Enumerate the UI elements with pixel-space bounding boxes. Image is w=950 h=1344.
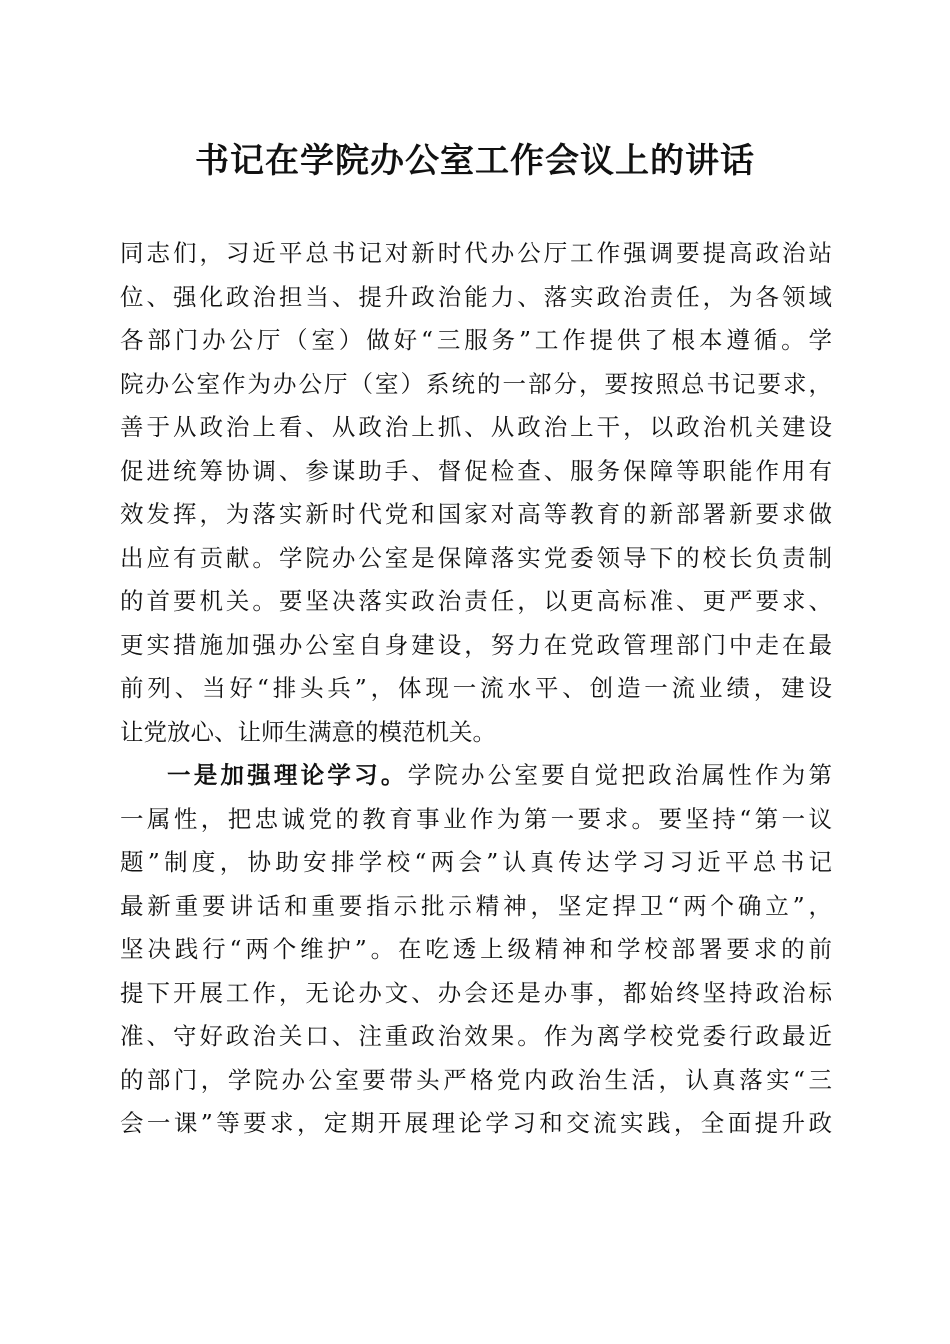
paragraph-opening [120, 232, 832, 754]
text-line: 善于从政治上看、从政治上抓、从政治上干，以政治机关建设 [120, 413, 832, 441]
paragraph-theory-study [120, 754, 832, 1146]
document-title: 书记在学院办公室工作会议上的讲话 [195, 141, 755, 181]
text-line: 更实措施加强办公室自身建设，努力在党政管理部门中走在最 [120, 630, 832, 659]
text-line: 出应有贡献。学院办公室是保障落实党委领导下的校长负责制 [120, 543, 832, 572]
text-line: 准、守好政治关口、注重政治效果。作为离学校党委行政最近 [120, 1022, 832, 1050]
document-body [120, 232, 832, 1146]
text-line: 让党放心、让师生满意的模范机关。 [120, 717, 496, 746]
text-line-first [120, 754, 832, 798]
text-line: 促进统筹协调、参谋助手、督促检查、服务保障等职能作用有 [120, 456, 832, 485]
text-line: 院办公室作为办公厅（室）系统的一部分，要按照总书记要求， [120, 369, 832, 398]
text-line: 最新重要讲话和重要指示批示精神，坚定捍卫“两个确立”， [120, 891, 832, 920]
text-line: 效发挥，为落实新时代党和国家对高等教育的新部署新要求做 [120, 500, 832, 528]
text-line: 提下开展工作，无论办文、办会还是办事，都始终坚持政治标 [120, 978, 832, 1007]
text-line: 坚决践行“两个维护”。在吃透上级精神和学校部署要求的前 [120, 935, 832, 963]
text-line: 位、强化政治担当、提升政治能力、落实政治责任，为各领域 [120, 282, 832, 311]
text-line: 的首要机关。要坚决落实政治责任，以更高标准、更严要求、 [120, 587, 832, 615]
text-line: 的部门，学院办公室要带头严格党内政治生活，认真落实“三 [120, 1065, 832, 1094]
text-line: 会一课”等要求，定期开展理论学习和交流实践，全面提升政 [120, 1109, 832, 1137]
section-lead: 一是加强理论学习。 [167, 761, 408, 789]
text-line: 同志们，习近平总书记对新时代办公厅工作强调要提高政治站 [120, 239, 832, 267]
text-line: 一属性，把忠诚党的教育事业作为第一要求。要坚持“第一议 [120, 804, 832, 833]
text-line: 题”制度，协助安排学校“两会”认真传达学习习近平总书记 [120, 848, 832, 876]
text-line: 前列、当好“排头兵”，体现一流水平、创造一流业绩，建设 [120, 674, 832, 702]
text-line-rest: 学院办公室要自觉把政治属性作为第 [407, 761, 832, 789]
text-line: 各部门办公厅（室）做好“三服务”工作提供了根本遵循。学 [120, 326, 832, 354]
